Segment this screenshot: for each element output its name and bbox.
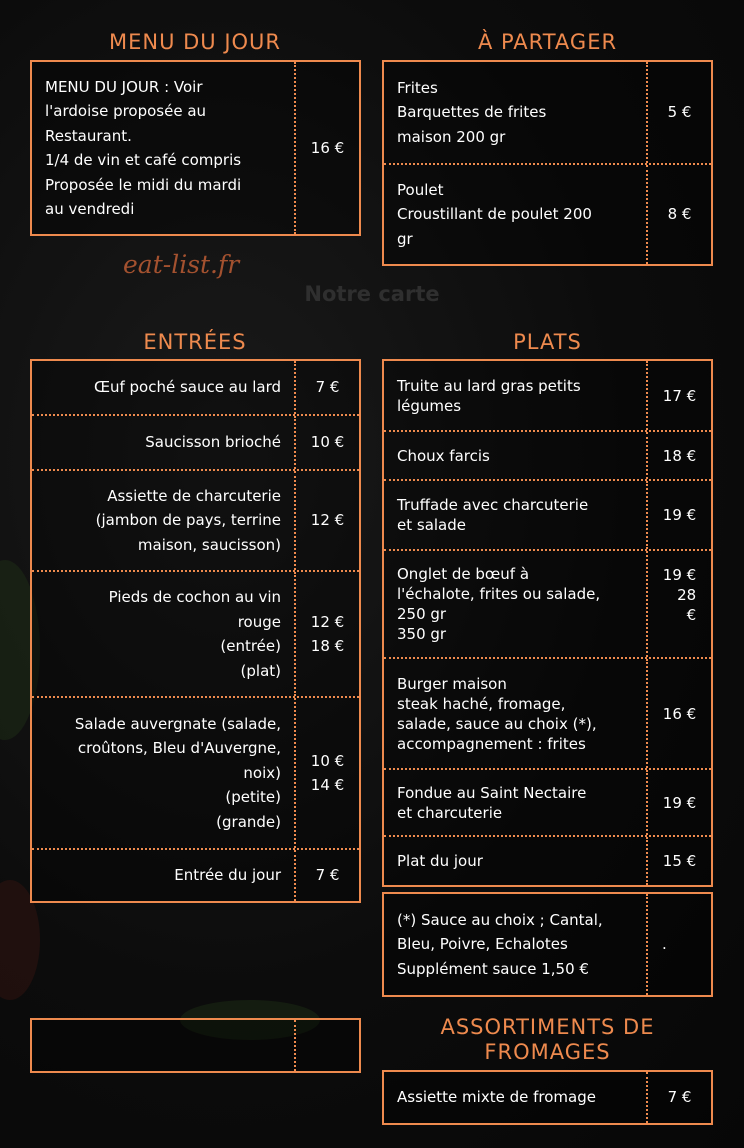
item-price: 10 € (310, 433, 345, 452)
table-row (32, 1020, 359, 1071)
table-row (384, 430, 711, 479)
brand-watermark: eat-list.fr (123, 250, 240, 279)
item-description: Truffade avec charcuterie et salade (384, 481, 648, 549)
item-description: Assiette mixte de fromage (384, 1072, 648, 1123)
item-description: MENU DU JOUR : Voir l'ardoise proposée au Restaurant. 1/4 de vin et café compris Proposée le midi du mardi au vendredi (32, 62, 296, 234)
plats-table (382, 359, 713, 887)
item-description: Pieds de cochon au vin rouge (entrée) (plat) (32, 572, 296, 696)
item-description: Assiette de charcuterie (jambon de pays, terrine maison, saucisson) (32, 471, 296, 570)
item-description: Plat du jour (384, 837, 648, 885)
item-description: Entrée du jour (32, 850, 296, 901)
table-row (32, 361, 359, 414)
item-price: . (662, 935, 667, 954)
item-description (32, 1020, 296, 1071)
item-price: 18 € (662, 446, 697, 465)
item-description: Œuf poché sauce au lard (32, 361, 296, 414)
table-row (32, 570, 359, 696)
item-description: (*) Sauce au choix ; Cantal, Bleu, Poivre, Echalotes Supplément sauce 1,50 € (384, 894, 648, 995)
table-row (384, 549, 711, 657)
item-price: 19 € 28 € (662, 566, 697, 624)
empty-table (30, 1018, 361, 1073)
item-description: Truite au lard gras petits légumes (384, 361, 648, 430)
fromages-table (382, 1070, 713, 1125)
table-row (384, 361, 711, 430)
item-price: 7 € (667, 1088, 692, 1107)
entrees-table (30, 359, 361, 903)
a-partager-table (382, 60, 713, 266)
item-price: 7 € (315, 378, 340, 397)
item-price: 17 € (662, 386, 697, 405)
table-row (32, 848, 359, 901)
item-description: Choux farcis (384, 432, 648, 479)
menu-du-jour-table (30, 60, 361, 236)
item-price: 16 € (662, 704, 697, 723)
table-row (32, 62, 359, 234)
table-row (32, 696, 359, 848)
item-price: 19 € (662, 793, 697, 812)
item-description: Onglet de bœuf à l'échalote, frites ou salade, 250 gr 350 gr (384, 551, 648, 657)
item-price: 15 € (662, 852, 697, 870)
plats-heading: PLATS (513, 330, 582, 354)
item-price (296, 1020, 359, 1071)
table-row (384, 835, 711, 885)
table-row (384, 62, 711, 163)
table-row (384, 768, 711, 835)
table-row (384, 1072, 711, 1123)
item-price: 12 € (310, 511, 345, 530)
item-price: 10 € 14 € (310, 751, 345, 794)
table-row (384, 163, 711, 264)
notre-carte-title: Notre carte (304, 282, 440, 306)
table-row (32, 469, 359, 570)
fromages-heading: ASSORTIMENTS DE FROMAGES (440, 1015, 655, 1064)
item-description: Salade auvergnate (salade, croûtons, Bleu d'Auvergne, noix) (petite) (grande) (32, 698, 296, 848)
item-price: 5 € (667, 103, 692, 122)
item-description: Frites Barquettes de frites maison 200 gr (384, 62, 648, 163)
table-row (384, 479, 711, 549)
entrees-heading: ENTRÉES (143, 330, 247, 354)
item-price: 16 € (310, 138, 345, 157)
table-row (32, 414, 359, 469)
item-description: Poulet Croustillant de poulet 200 gr (384, 165, 648, 264)
menu-du-jour-heading: MENU DU JOUR (108, 30, 282, 54)
sauce-note-table (382, 892, 713, 997)
table-row (384, 657, 711, 768)
item-description: Saucisson brioché (32, 416, 296, 469)
item-price: 7 € (315, 866, 340, 885)
a-partager-heading: À PARTAGER (477, 30, 618, 54)
item-price: 19 € (662, 506, 697, 524)
item-price: 12 € 18 € (310, 612, 345, 655)
item-description: Burger maison steak haché, fromage, salade, sauce au choix (*), accompagnement : frites (384, 659, 648, 768)
table-row (384, 894, 711, 995)
item-price: 8 € (667, 205, 692, 224)
item-description: Fondue au Saint Nectaire et charcuterie (384, 770, 648, 835)
